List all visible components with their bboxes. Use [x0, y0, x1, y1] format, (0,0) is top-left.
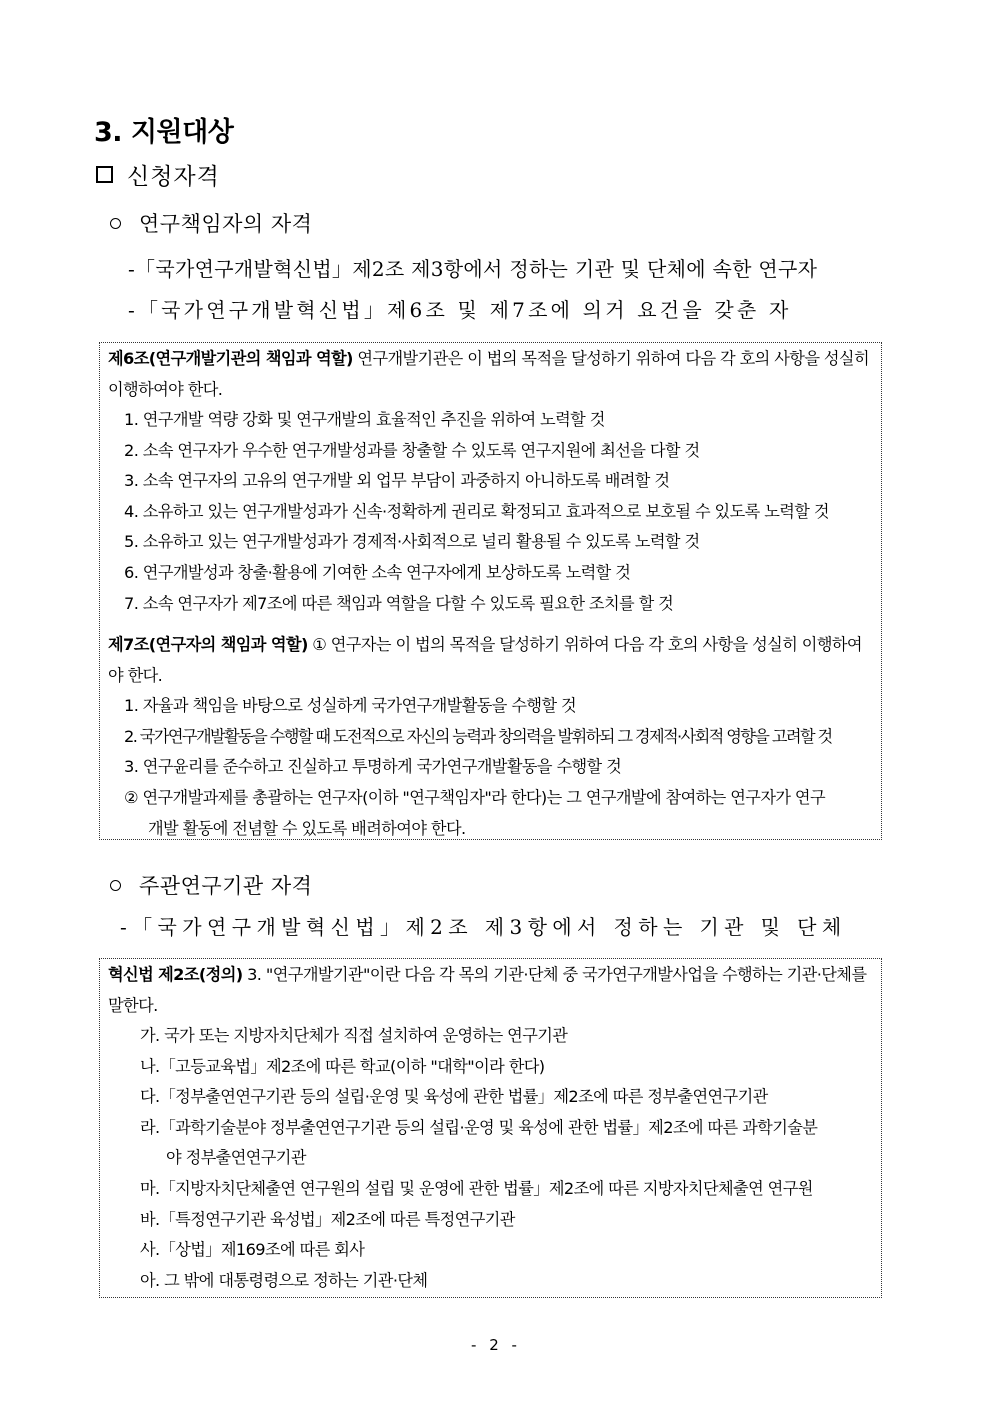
- article-7-paragraph: [108, 629, 873, 691]
- definition-item: 나.「고등교육법」제2조에 따른 학교(이하 "대학"이라 한다): [140, 1056, 545, 1076]
- researcher-bullet-1: -「국가연구개발혁신법」제2조 제3항에서 정하는 기관 및 단체에 속한 연구자: [128, 257, 818, 281]
- researcher-bullet-2: -「국가연구개발혁신법」제6조 및 제7조에 의거 요건을 갖춘 자: [128, 298, 792, 322]
- circle-bullet-icon: [110, 880, 121, 891]
- article-7-paragraph-2: ② 연구개발과제를 총괄하는 연구자(이하 "연구책임자"라 한다)는 그 연구개발에 참여하는 연구자가 연구: [124, 787, 826, 807]
- article-6-item: 5. 소유하고 있는 연구개발성과가 경제적·사회적으로 널리 활용될 수 있도록 노력할 것: [124, 532, 700, 552]
- article-6-item: 4. 소유하고 있는 연구개발성과가 신속·정확하게 권리로 확정되고 효과적으로 보호될 수 있도록 노력할 것: [124, 501, 829, 521]
- researcher-heading-text: 연구책임자의 자격: [139, 212, 313, 236]
- article-6-title: 제6조(연구개발기관의 책임과 역할): [108, 349, 353, 368]
- definition-item: 아. 그 밖에 대통령령으로 정하는 기관·단체: [140, 1270, 428, 1290]
- article-6-item: 6. 연구개발성과 창출·활용에 기여한 소속 연구자에게 보상하도록 노력할 것: [124, 562, 631, 582]
- circle-bullet-icon: [110, 218, 121, 229]
- section-title: 3. 지원대상: [94, 117, 234, 148]
- article-6-item: 3. 소속 연구자의 고유의 연구개발 외 업무 부담이 과중하지 아니하도록 배려할 것: [124, 471, 670, 491]
- article-7-text: ① 연구자는 이 법의 목적을 달성하기 위하여 다음 각 호의 사항을 성실히 이행하여야 한다.: [108, 635, 862, 686]
- article-6-paragraph: [108, 343, 873, 405]
- article-6-item: 1. 연구개발 역량 강화 및 연구개발의 효율적인 추진을 위하여 노력할 것: [124, 410, 605, 429]
- article-6-item: 2. 소속 연구자가 우수한 연구개발성과를 창출할 수 있도록 연구지원에 최선을 다할 것: [124, 440, 700, 460]
- page-number: - 2 -: [471, 1336, 521, 1354]
- checkbox-square-icon: [96, 166, 113, 183]
- article-6-text: 연구개발기관은 이 법의 목적을 달성하기 위하여 다음 각 호의 사항을 성실히 이행하여야 한다.: [108, 349, 870, 399]
- institution-heading: [110, 870, 312, 900]
- law-excerpt-box-article-2: [99, 958, 882, 1298]
- institution-bullet: -「국가연구개발혁신법」제2조 제3항에서 정하는 기관 및 단체: [120, 915, 847, 939]
- article-7-item: 1. 자율과 책임을 바탕으로 성실하게 국가연구개발활동을 수행할 것: [124, 696, 577, 716]
- article-7-title: 제7조(연구자의 책임과 역할): [108, 635, 308, 655]
- definition-item: 다.「정부출연연구기관 등의 설립·운영 및 육성에 관한 법률」제2조에 따른 정부출연연구기관: [140, 1087, 768, 1107]
- definition-paragraph: [108, 959, 873, 1021]
- subsection-title: 신청자격: [127, 164, 220, 190]
- article-6-item: 7. 소속 연구자가 제7조에 따른 책임과 역할을 다할 수 있도록 필요한 조치를 할 것: [124, 593, 674, 613]
- definition-item: 라.「과학기술분야 정부출연연구기관 등의 설립·운영 및 육성에 관한 법률」제2조에 따른 과학기술분: [140, 1117, 818, 1137]
- definition-item: 가. 국가 또는 지방자치단체가 직접 설치하여 운영하는 연구기관: [140, 1026, 568, 1045]
- definition-item: 사.「상법」제169조에 따른 회사: [140, 1240, 365, 1260]
- article-7-paragraph-2-continuation: 개발 활동에 전념할 수 있도록 배려하여야 한다.: [148, 818, 466, 838]
- definition-item-continuation: 야 정부출연연구기관: [166, 1148, 306, 1168]
- definition-item: 바.「특정연구기관 육성법」제2조에 따른 특정연구기관: [140, 1209, 515, 1229]
- subsection-heading: [96, 158, 220, 191]
- definition-text: 3. "연구개발기관"이란 다음 각 목의 기관·단체 중 국가연구개발사업을 수행하는 기관·단체를 말한다.: [108, 965, 867, 1015]
- law-excerpt-box-articles-6-7: [99, 342, 882, 840]
- definition-item: 마.「지방자치단체출연 연구원의 설립 및 운영에 관한 법률」제2조에 따른 지방자치단체출연 연구원: [140, 1178, 813, 1198]
- institution-heading-text: 주관연구기관 자격: [139, 874, 313, 898]
- researcher-heading: [110, 208, 312, 238]
- article-7-item: 2. 국가연구개발활동을 수행할 때 도전적으로 자신의 능력과 창의력을 발휘하되 그 경제적·사회적 영향을 고려할 것: [124, 726, 832, 746]
- article-7-item: 3. 연구윤리를 준수하고 진실하고 투명하게 국가연구개발활동을 수행할 것: [124, 757, 622, 777]
- definition-title: 혁신법 제2조(정의): [108, 965, 243, 984]
